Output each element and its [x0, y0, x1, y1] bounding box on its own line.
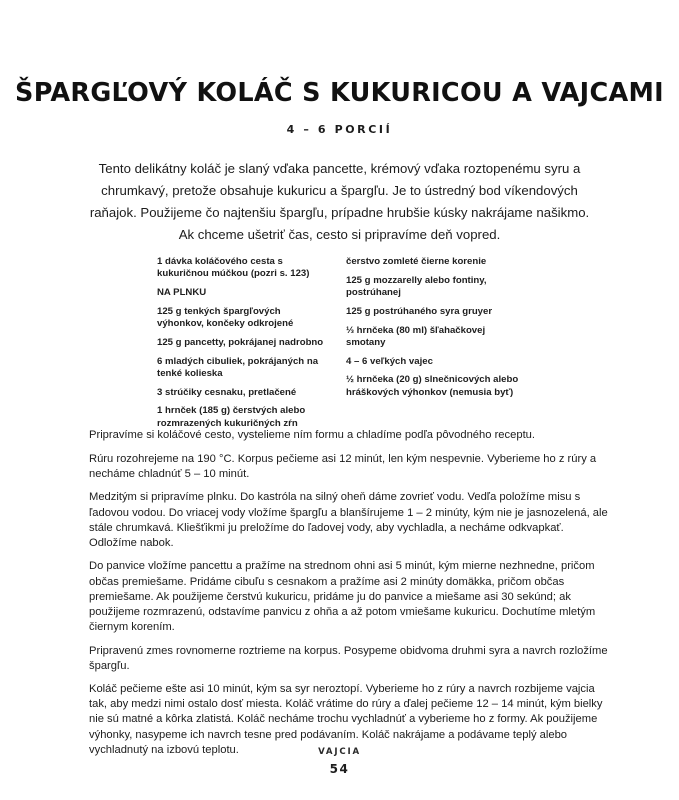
ingredient-item: 125 g mozzarelly alebo fontiny, postrúhanej	[346, 274, 487, 298]
ingredients-column-left	[157, 256, 329, 436]
ingredient-item: 1 hrnček (185 g) čerstvých alebo rozmrazených kukuričných zŕn	[157, 405, 306, 429]
footer-section-label: VAJCIA	[318, 747, 361, 757]
ingredient-item: čerstvo zomleté čierne korenie	[346, 256, 487, 267]
recipe-title: ŠPARGĽOVÝ KOLÁČ S KUKURICOU A VAJCAMI	[15, 78, 664, 108]
method-paragraph: Medzitým si pripravíme plnku. Do kastróla na silný oheň dáme zovrieť vodu. Vedľa položíme misu s ľadovou vodou. Do vriacej vody vložíme špargľu a blanšírujeme 1 – 2 minúty, kým nie je jasnozelená, ale stále chrumkavá. Kliešťikmi ju preložíme do ľadovej vody, aby vychladla, a necháme odkvapkať. Odložíme nabok.	[89, 491, 608, 549]
ingredient-subheading: NA PLNKU	[157, 287, 207, 298]
ingredient-item: 125 g tenkých špargľových výhonkov, končeky odkrojené	[157, 305, 294, 329]
ingredients-column-right	[346, 256, 526, 405]
ingredient-item: 125 g postrúhaného syra gruyer	[346, 305, 493, 317]
ingredient-item: 125 g pancetty, pokrájanej nadrobno	[157, 336, 324, 348]
method-paragraph: Pripravíme si koláčové cesto, vystelieme ním formu a chladíme podľa pôvodného receptu.	[89, 429, 536, 441]
ingredient-item: ½ hrnčeka (20 g) slnečnicových alebo hráškových výhonkov (nemusia byť)	[346, 374, 519, 398]
page-number: 54	[329, 762, 350, 776]
ingredient-item: 4 – 6 veľkých vajec	[346, 355, 433, 367]
ingredient-item: 3 strúčiky cesnaku, pretlačené	[157, 386, 297, 398]
method-paragraph: Koláč pečieme ešte asi 10 minút, kým sa syr neroztopí. Vyberieme ho z rúry a navrch rozbijeme vajcia tak, aby medzi nimi ostalo dosť miesta. Koláč vrátime do rúry a ďalej pečieme 12 – 14 minút, kým bielky nie sú matné a kôrka zlatistá. Koláč necháme trochu vychladnúť a vyberieme ho z formy. Ak použijeme výhonky, nasypeme ich navrch tesne pred podávaním. Koláč nakrájame a podávame teplý alebo vychladnutý na izbovú teplotu.	[89, 683, 603, 756]
method-paragraph: Rúru rozohrejeme na 190 °C. Korpus pečieme asi 12 minút, len kým nespevnie. Vyberieme ho z rúry a necháme chladnúť 5 – 10 minút.	[89, 452, 597, 480]
servings-line: 4 – 6 PORCIÍ	[286, 123, 393, 136]
ingredient-item: 1 dávka koláčového cesta s kukuričnou múčkou (pozri s. 123)	[157, 256, 310, 280]
recipe-intro: Tento delikátny koláč je slaný vďaka pancette, krémový vďaka roztopenému syru a chrumkavý, pretože obsahuje kukuricu a špargľu. Je to ústredný bod víkendových raňajok. Použijeme čo najtenšiu špargľu, prípadne hrubšie kúsky nakrájame našikmo. Ak chceme ušetriť čas, cesto si pripravíme deň vopred.	[89, 161, 590, 242]
method-paragraph: Do panvice vložíme pancettu a pražíme na strednom ohni asi 5 minút, kým mierne nezhnedne, pričom občas premiešame. Pridáme cibuľu s cesnakom a pražíme asi 2 minúty domäkka, pričom občas premiešame. Ak použijeme čerstvú kukuricu, pridáme ju do panvice a miešame asi 30 sekúnd; ak použijeme rozmrazenú, odstavíme panvicu z ohňa a až potom vmiešame kukuricu. Dochutíme mletým čiernym korením.	[89, 560, 596, 633]
method-steps	[89, 428, 609, 766]
ingredient-item: 6 mladých cibuliek, pokrájaných na tenké kolieska	[157, 355, 319, 379]
method-paragraph: Pripravenú zmes rovnomerne roztrieme na korpus. Posypeme obidvoma druhmi syra a navrch rozložíme špargľu.	[89, 644, 608, 672]
ingredient-item: ⅓ hrnčeka (80 ml) šľahačkovej smotany	[346, 324, 486, 348]
